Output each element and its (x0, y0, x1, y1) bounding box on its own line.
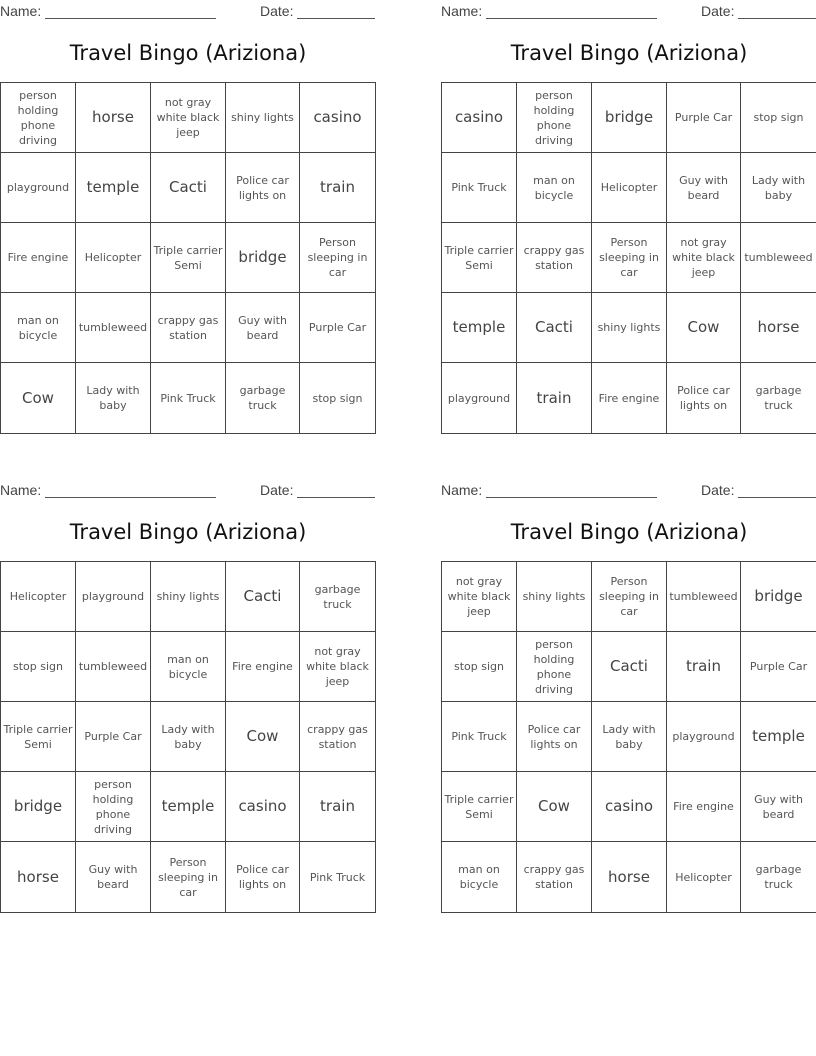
name-field (441, 482, 657, 498)
bingo-cell: Police car lights on (226, 842, 300, 912)
bingo-cell: tumbleweed (76, 632, 151, 702)
bingo-cell: not gray white black jeep (667, 223, 741, 293)
bingo-cell: Person sleeping in car (300, 223, 375, 293)
name-blank-line (45, 483, 216, 498)
bingo-cell: Purple Car (76, 702, 151, 772)
bingo-cell: temple (151, 772, 226, 842)
bingo-cell: Purple Car (667, 83, 741, 153)
bingo-cell: Guy with beard (741, 772, 816, 842)
bingo-cell: tumbleweed (741, 223, 816, 293)
bingo-cell: Fire engine (1, 223, 76, 293)
bingo-cell: Fire engine (592, 363, 667, 433)
bingo-cell: horse (592, 842, 667, 912)
card-header (441, 479, 816, 503)
date-label: Date: (260, 3, 294, 19)
bingo-cell: person holding phone driving (76, 772, 151, 842)
bingo-cell: temple (76, 153, 151, 223)
date-field (701, 482, 816, 498)
bingo-cell: Guy with beard (667, 153, 741, 223)
bingo-card-3 (0, 479, 376, 913)
bingo-cell: crappy gas station (517, 223, 592, 293)
bingo-cell: Helicopter (76, 223, 151, 293)
bingo-cell: shiny lights (151, 562, 226, 632)
bingo-cell: garbage truck (226, 363, 300, 433)
bingo-cell: Lady with baby (741, 153, 816, 223)
card-header (0, 479, 376, 503)
bingo-cell: person holding phone driving (1, 83, 76, 153)
bingo-cell: casino (300, 83, 375, 153)
bingo-cell: Triple carrier Semi (1, 702, 76, 772)
bingo-cell: tumbleweed (667, 562, 741, 632)
bingo-cell: Pink Truck (442, 153, 517, 223)
bingo-cell: Cacti (151, 153, 226, 223)
bingo-cell: person holding phone driving (517, 632, 592, 702)
bingo-cell: horse (1, 842, 76, 912)
bingo-cell: Person sleeping in car (592, 562, 667, 632)
bingo-grid (0, 561, 376, 913)
bingo-cell: bridge (1, 772, 76, 842)
bingo-cell: crappy gas station (151, 293, 226, 363)
bingo-cell: not gray white black jeep (442, 562, 517, 632)
name-label: Name: (0, 3, 42, 19)
bingo-cell: shiny lights (226, 83, 300, 153)
bingo-cell: temple (442, 293, 517, 363)
bingo-card-1 (0, 0, 376, 434)
bingo-cell: shiny lights (517, 562, 592, 632)
bingo-cell: train (300, 772, 375, 842)
bingo-cell: man on bicycle (151, 632, 226, 702)
bingo-cell: temple (741, 702, 816, 772)
date-label: Date: (260, 482, 294, 498)
bingo-cell: crappy gas station (517, 842, 592, 912)
bingo-cell: Police car lights on (517, 702, 592, 772)
name-field (0, 482, 216, 498)
bingo-cell: Helicopter (667, 842, 741, 912)
date-blank-line (297, 483, 375, 498)
card-title: Travel Bingo (Ariziona) (510, 41, 748, 65)
bingo-cell: Cacti (226, 562, 300, 632)
bingo-cell: Pink Truck (309, 870, 366, 884)
bingo-cell: not gray white black jeep (151, 83, 226, 153)
bingo-cell: tumbleweed (76, 293, 151, 363)
bingo-cell: train (667, 632, 741, 702)
bingo-cell: casino (442, 83, 517, 153)
bingo-cell: horse (76, 83, 151, 153)
date-field (260, 3, 375, 19)
name-label: Name: (441, 3, 483, 19)
bingo-cell: stop sign (741, 83, 816, 153)
bingo-cell: Person sleeping in car (592, 223, 667, 293)
bingo-cell: Cacti (517, 293, 592, 363)
name-field (0, 3, 216, 19)
bingo-cell: playground (1, 153, 76, 223)
bingo-cell: man on bicycle (1, 293, 76, 363)
bingo-cell: Cow (667, 293, 741, 363)
bingo-cell: garbage truck (755, 863, 802, 891)
bingo-card-2 (441, 0, 816, 434)
date-field (701, 3, 816, 19)
bingo-cell: bridge (741, 562, 816, 632)
bingo-cell: playground (442, 363, 517, 433)
bingo-cell: train (300, 153, 375, 223)
card-title: Travel Bingo (Ariziona) (69, 41, 307, 65)
bingo-cell: Guy with beard (226, 293, 300, 363)
bingo-cell: Helicopter (592, 153, 667, 223)
date-field (260, 482, 375, 498)
bingo-cell: Helicopter (1, 562, 76, 632)
bingo-cell: Purple Car (741, 632, 816, 702)
bingo-cell: Police car lights on (667, 363, 741, 433)
bingo-cell: stop sign (442, 632, 517, 702)
bingo-grid (441, 82, 816, 434)
name-blank-line (45, 4, 216, 19)
bingo-cell: Police car lights on (226, 153, 300, 223)
bingo-cell: Lady with baby (151, 702, 226, 772)
bingo-cell: Triple carrier Semi (151, 223, 226, 293)
name-field (441, 3, 657, 19)
bingo-grid (0, 82, 376, 434)
name-label: Name: (0, 482, 42, 498)
bingo-cell: stop sign (312, 391, 363, 405)
bingo-grid (441, 561, 816, 913)
bingo-cell: bridge (592, 83, 667, 153)
bingo-cell: man on bicycle (442, 842, 517, 912)
bingo-cell: Lady with baby (592, 702, 667, 772)
bingo-cell: Triple carrier Semi (442, 223, 517, 293)
card-header (441, 0, 816, 24)
bingo-cell: Fire engine (226, 632, 300, 702)
bingo-cell: Guy with beard (76, 842, 151, 912)
bingo-card-4 (441, 479, 816, 913)
bingo-cell: Cow (226, 702, 300, 772)
bingo-cell: shiny lights (592, 293, 667, 363)
bingo-cell: Pink Truck (442, 702, 517, 772)
name-blank-line (486, 4, 657, 19)
bingo-cell: stop sign (1, 632, 76, 702)
bingo-cell: crappy gas station (300, 702, 375, 772)
bingo-cell: train (517, 363, 592, 433)
bingo-cell: garbage truck (300, 562, 375, 632)
bingo-cell: garbage truck (755, 384, 802, 412)
bingo-cell: casino (592, 772, 667, 842)
name-blank-line (486, 483, 657, 498)
date-blank-line (738, 4, 816, 19)
date-blank-line (297, 4, 375, 19)
bingo-cell: casino (226, 772, 300, 842)
bingo-cell: Pink Truck (151, 363, 226, 433)
date-blank-line (738, 483, 816, 498)
bingo-cell: horse (741, 293, 816, 363)
bingo-cell: Purple Car (300, 293, 375, 363)
bingo-cell: Lady with baby (76, 363, 151, 433)
bingo-cell: playground (667, 702, 741, 772)
bingo-cell: Cow (517, 772, 592, 842)
bingo-cell: man on bicycle (517, 153, 592, 223)
bingo-cell: Triple carrier Semi (442, 772, 517, 842)
bingo-cell: Person sleeping in car (151, 842, 226, 912)
date-label: Date: (701, 482, 735, 498)
card-header (0, 0, 376, 24)
bingo-cell: bridge (226, 223, 300, 293)
bingo-cell: Cacti (592, 632, 667, 702)
bingo-cell: Cow (1, 363, 76, 433)
card-title: Travel Bingo (Ariziona) (510, 520, 748, 544)
card-title: Travel Bingo (Ariziona) (69, 520, 307, 544)
bingo-cell: not gray white black jeep (300, 632, 375, 702)
date-label: Date: (701, 3, 735, 19)
bingo-cell: playground (76, 562, 151, 632)
bingo-cell: person holding phone driving (517, 83, 592, 153)
name-label: Name: (441, 482, 483, 498)
bingo-cell: Fire engine (667, 772, 741, 842)
